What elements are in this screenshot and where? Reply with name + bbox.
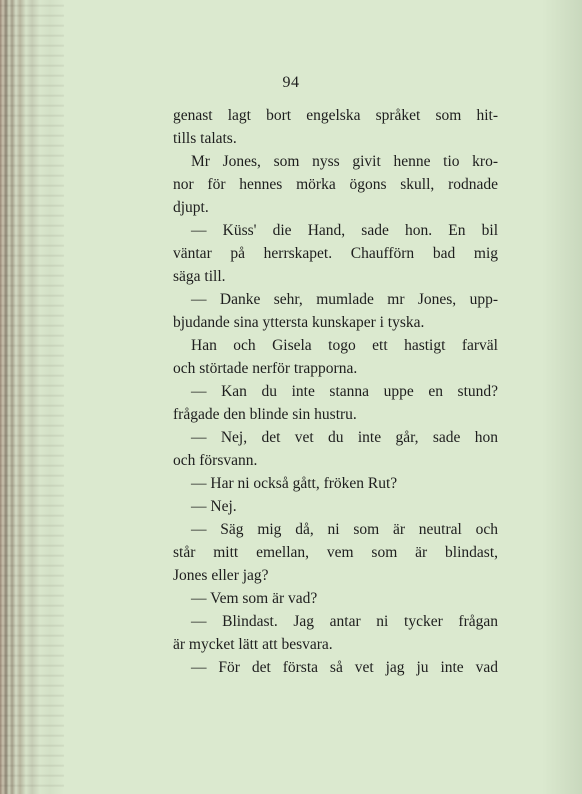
text-line: Mr Jones, som nyss givit henne tio kro- <box>191 153 498 170</box>
text-line: står mitt emellan, vem som är blindast, <box>173 544 498 561</box>
text-line: bjudande sina yttersta kunskaper i tyska. <box>173 314 425 331</box>
body-text <box>173 104 498 679</box>
text-line: nor för hennes mörka ögons skull, rodnade <box>173 176 498 193</box>
text-line: väntar på herrskapet. Chaufförn bad mig <box>173 245 498 262</box>
text-line: — Danke sehr, mumlade mr Jones, upp- <box>191 291 498 308</box>
text-line: Han och Gisela togo ett hastigt farväl <box>191 337 498 354</box>
text-line: — Säg mig då, ni som är neutral och <box>191 521 498 538</box>
text-line: — Nej, det vet du inte går, sade hon <box>191 429 498 446</box>
text-line: — För det första så vet jag ju inte vad <box>191 659 498 676</box>
text-line: och försvann. <box>173 452 258 469</box>
text-line: — Küss' die Hand, sade hon. En bil <box>191 222 498 239</box>
text-line: — Blindast. Jag antar ni tycker frågan <box>191 613 498 630</box>
page-edges <box>0 0 64 794</box>
text-line: frågade den blinde sin hustru. <box>173 406 357 423</box>
text-line: genast lagt bort engelska språket som hit- <box>173 107 498 124</box>
page-shade <box>542 0 582 794</box>
text-line: är mycket lätt att besvara. <box>173 636 333 653</box>
text-line: — Kan du inte stanna uppe en stund? <box>191 383 498 400</box>
text-line: — Vem som är vad? <box>191 590 318 607</box>
page-number: 94 <box>282 74 300 91</box>
text-line: — Nej. <box>191 498 237 515</box>
text-line: tills talats. <box>173 130 237 147</box>
text-line: djupt. <box>173 199 209 216</box>
text-line: — Har ni också gått, fröken Rut? <box>191 475 398 492</box>
text-line: säga till. <box>173 268 226 285</box>
text-line: och störtade nerför trapporna. <box>173 360 358 377</box>
text-line: Jones eller jag? <box>173 567 269 584</box>
